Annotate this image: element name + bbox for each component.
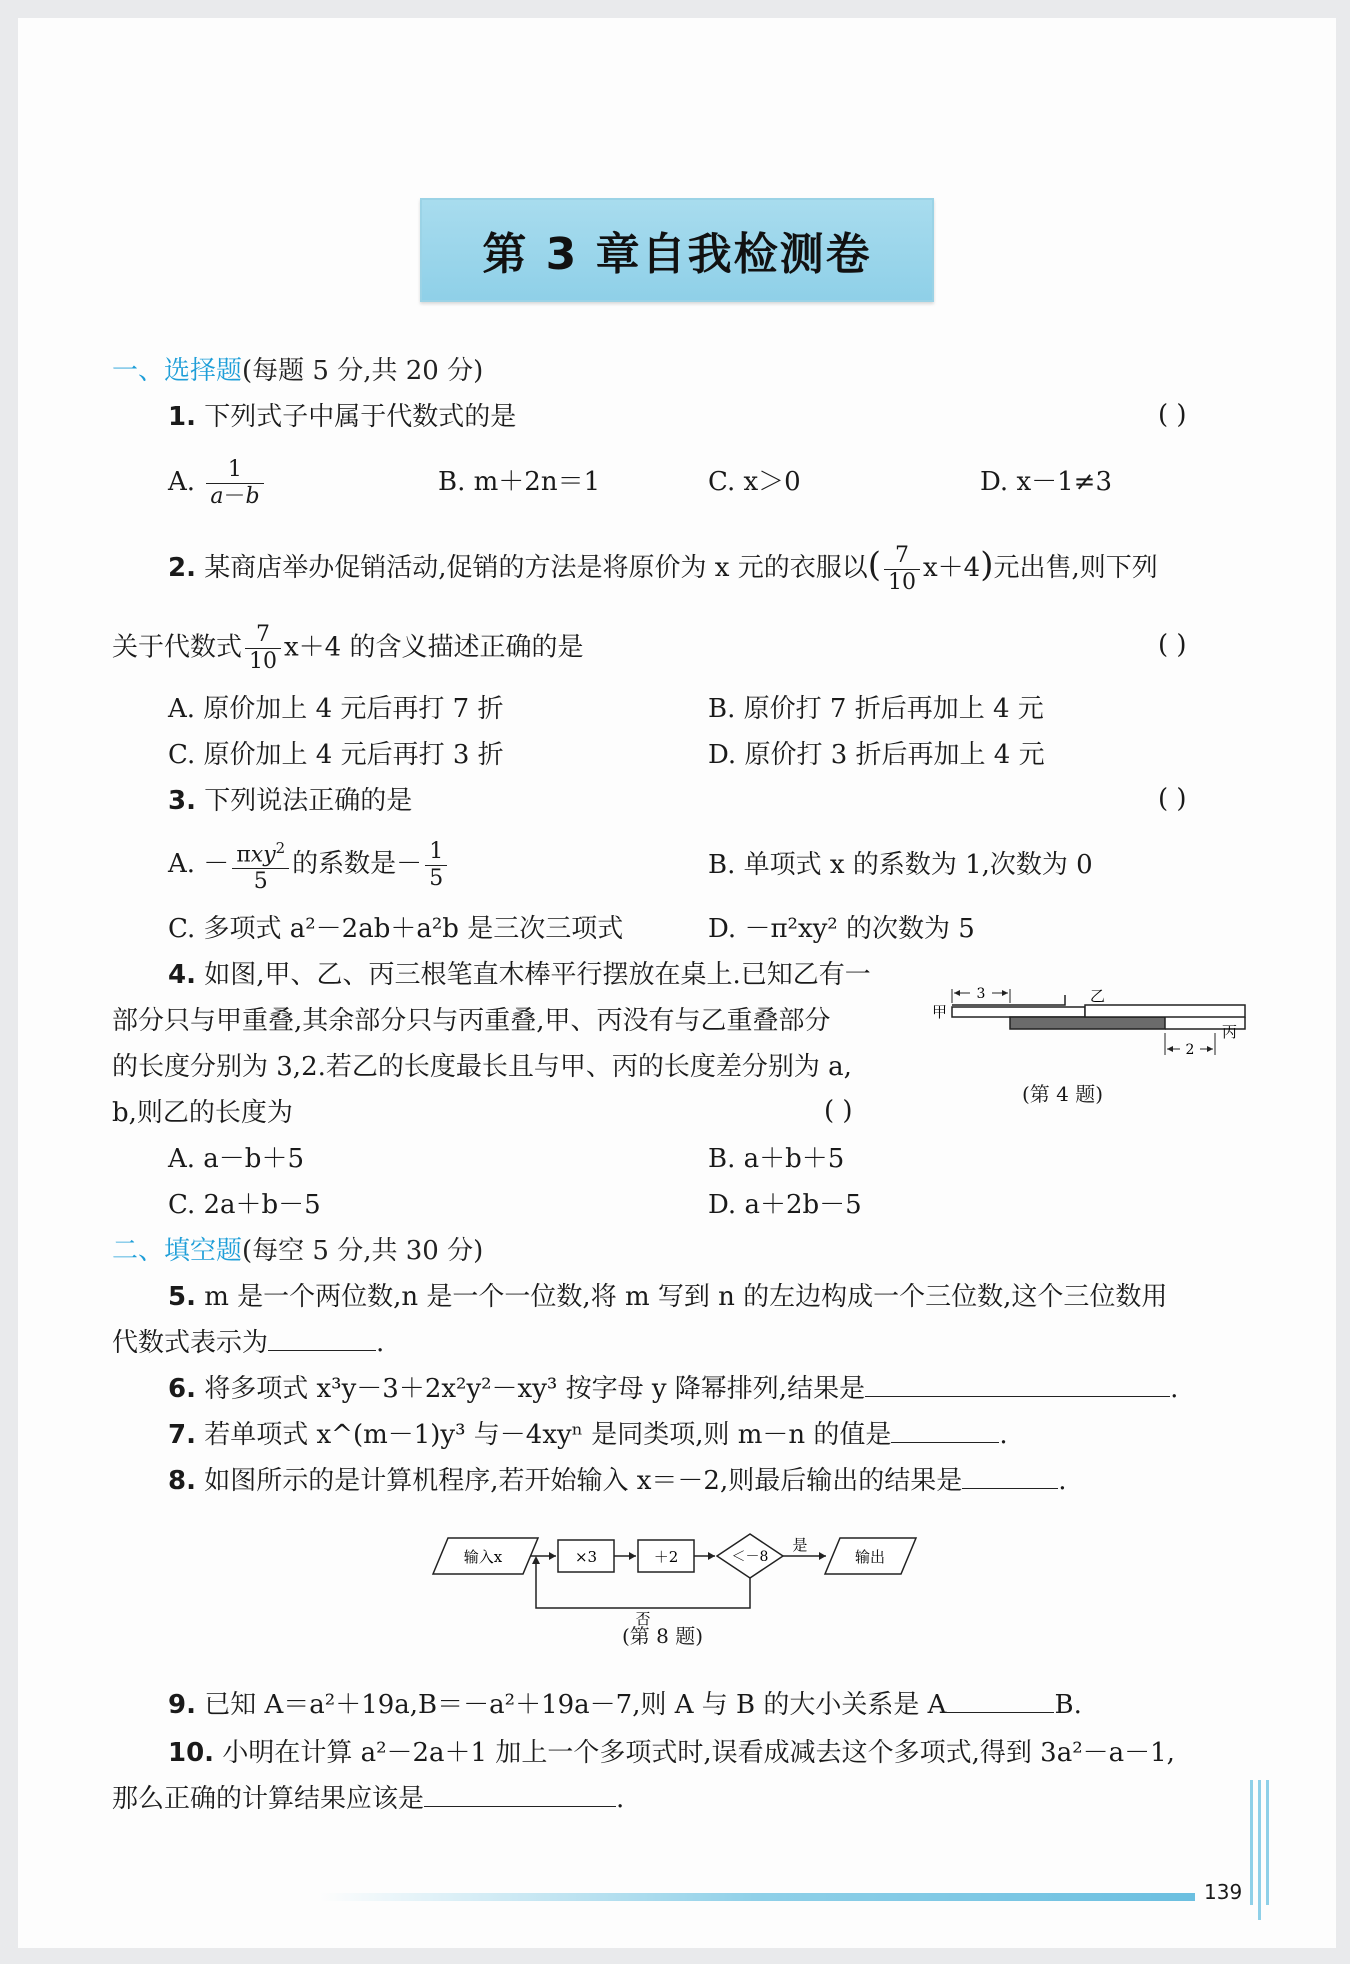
- q5-stem-line2: 代数式表示为 .: [112, 1328, 385, 1358]
- q4-option-c: C. 2a＋b－5: [168, 1190, 321, 1220]
- section-2-label: 二、填空题: [112, 1236, 243, 1266]
- q1-option-a: A. $\frac{1}{a-b}$: [168, 452, 267, 512]
- q2-stem-line1: 2. 某商店举办促销活动,促销的方法是将原价为 x 元的衣服以( $\frac{7}{10}$ x＋4)元出售,则下列: [168, 542, 1158, 595]
- q3-stem: 3. 下列说法正确的是: [168, 786, 413, 816]
- q4-stem-line3: 的长度分别为 3,2.若乙的长度最长且与甲、丙的长度差分别为 a,: [112, 1052, 852, 1082]
- q3-answer-paren: ( ): [1158, 784, 1187, 814]
- q2-option-c: C. 原价加上 4 元后再打 3 折: [168, 740, 504, 770]
- chapter-title-box: [420, 198, 934, 302]
- q3-option-d: D. －π²xy² 的次数为 5: [708, 914, 975, 944]
- q6-stem: 6. 将多项式 x³y－3＋2x²y²－xy³ 按字母 y 降幂排列,结果是 .: [168, 1374, 1179, 1404]
- footer-bar: [320, 1893, 1195, 1901]
- q1-option-d: D. x－1≠3: [980, 467, 1112, 497]
- label-jia: 甲: [932, 1003, 948, 1021]
- label-bing: 丙: [1222, 1023, 1238, 1041]
- q1-stem: 1. 下列式子中属于代数式的是: [168, 402, 517, 432]
- q10-answer-blank[interactable]: [424, 1782, 616, 1807]
- stick-overlap-shaded: [1010, 1017, 1165, 1029]
- q8-flowchart: [428, 1528, 928, 1628]
- flow-input-label: 输入x: [463, 1548, 503, 1566]
- flow-output-label: 输出: [854, 1548, 886, 1566]
- flow-yes-label: 是: [792, 1536, 808, 1554]
- q10-stem-line2: 那么正确的计算结果应该是 .: [112, 1784, 625, 1814]
- q8-figure-caption: (第 8 题): [622, 1624, 704, 1648]
- q3-option-a: A. － $\frac{\pi xy^2}{5}$ 的系数是－ $\frac{1}{5}$: [168, 834, 450, 895]
- q4-option-a: A. a－b＋5: [168, 1144, 304, 1174]
- q4-figure-caption: (第 4 题): [1022, 1082, 1104, 1106]
- page-number: 139: [1204, 1880, 1243, 1904]
- q2-option-a: A. 原价加上 4 元后再打 7 折: [168, 694, 504, 724]
- q8-stem: 8. 如图所示的是计算机程序,若开始输入 x＝－2,则最后输出的结果是 .: [168, 1466, 1067, 1496]
- stick-yi: [1085, 1005, 1245, 1017]
- section-2-note: (每空 5 分,共 30 分): [242, 1236, 484, 1266]
- q9-stem: 9. 已知 A＝a²＋19a,B＝－a²＋19a－7,则 A 与 B 的大小关系是 A B.: [168, 1690, 1082, 1720]
- q4-stem-line2: 部分只与甲重叠,其余部分只与丙重叠,甲、丙没有与乙重叠部分: [112, 1006, 831, 1036]
- q1-option-b: B. m＋2n＝1: [438, 467, 601, 497]
- q2-stem-line2: 关于代数式 $\frac{7}{10}$ x＋4 的含义描述正确的是: [112, 622, 584, 674]
- label-yi: 乙: [1090, 987, 1106, 1005]
- q2-answer-paren: ( ): [1158, 630, 1187, 660]
- footer-deco-line: [1258, 1780, 1261, 1920]
- q9-answer-blank[interactable]: [946, 1688, 1054, 1713]
- q7-stem: 7. 若单项式 x^(m－1)y³ 与－4xyⁿ 是同类项,则 m－n 的值是 .: [168, 1420, 1008, 1450]
- stick-jia-line: [952, 995, 1065, 1005]
- q2-option-d: D. 原价打 3 折后再加上 4 元: [708, 740, 1045, 770]
- q4-stem-line4: b,则乙的长度为: [112, 1098, 293, 1128]
- q2-option-b: B. 原价打 7 折后再加上 4 元: [708, 694, 1044, 724]
- q3-option-b: B. 单项式 x 的系数为 1,次数为 0: [708, 850, 1093, 880]
- section-1-label: 一、选择题: [112, 356, 243, 386]
- flow-times3-label: ×3: [574, 1548, 598, 1566]
- q3-option-c: C. 多项式 a²－2ab＋a²b 是三次三项式: [168, 914, 624, 944]
- q4-option-d: D. a＋2b－5: [708, 1190, 862, 1220]
- fraction-1-over-a-minus-b: $\frac{1}{a-b}$: [206, 457, 263, 510]
- stick-jia: [952, 1007, 1085, 1017]
- q5-stem-line1: 5. m 是一个两位数,n 是一个一位数,将 m 写到 n 的左边构成一个三位数,这个三位数用: [168, 1282, 1168, 1312]
- q4-answer-paren: ( ): [824, 1096, 853, 1126]
- flow-no-label: 否: [635, 1610, 651, 1628]
- q6-answer-blank[interactable]: [865, 1372, 1170, 1397]
- section-2-heading: [112, 1234, 483, 1268]
- chapter-title: 第 3 章自我检测卷: [482, 229, 872, 280]
- dim-2-label: 2: [1185, 1042, 1195, 1058]
- section-1-note: (每题 5 分,共 20 分): [242, 356, 484, 386]
- flow-plus2-label: ＋2: [653, 1548, 679, 1566]
- q1-option-c: C. x＞0: [708, 467, 801, 497]
- footer-deco-line: [1250, 1780, 1253, 1905]
- q1-answer-paren: ( ): [1158, 400, 1187, 430]
- dim-3-label: 3: [976, 986, 986, 1002]
- q10-stem-line1: 10. 小明在计算 a²－2a＋1 加上一个多项式时,误看成减去这个多项式,得到 3a²－a－1,: [168, 1738, 1175, 1768]
- section-1-heading: [112, 354, 483, 388]
- q5-answer-blank[interactable]: [268, 1326, 376, 1351]
- q4-stem-line1: 4. 如图,甲、乙、丙三根笔直木棒平行摆放在桌上.已知乙有一: [168, 960, 871, 990]
- flow-cond-label: ＜－8: [731, 1549, 769, 1565]
- q7-answer-blank[interactable]: [891, 1418, 999, 1443]
- footer-deco-line: [1266, 1780, 1269, 1905]
- q4-option-b: B. a＋b＋5: [708, 1144, 845, 1174]
- q8-answer-blank[interactable]: [962, 1464, 1058, 1489]
- q4-sticks-figure: [930, 975, 1250, 1085]
